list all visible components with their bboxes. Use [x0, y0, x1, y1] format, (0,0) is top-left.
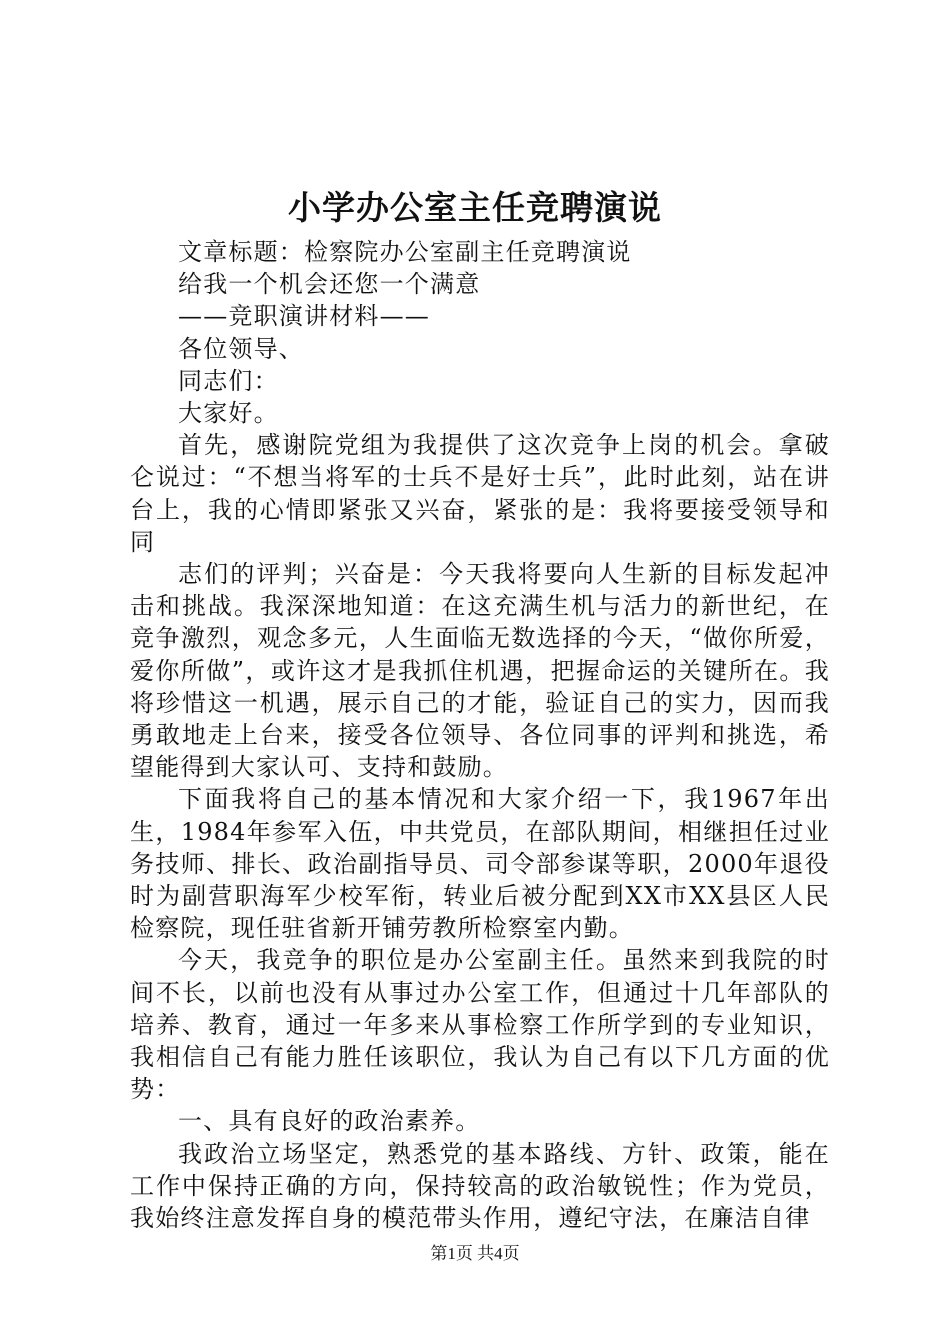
greeting-line: 大家好。 [178, 399, 279, 428]
salutation-comrades: 同志们： [178, 366, 279, 395]
article-title-line: 文章标题：检察院办公室副主任竞聘演说 [178, 238, 632, 266]
paragraph-opening: 首先，感谢院党组为我提供了这次竞争上岗的机会。拿破仑说过：“不想当将军的士兵不是好士兵”，此时此刻，站在讲台上，我的心情即紧张又兴奋，紧张的是：我将要接受领导和同 [130, 431, 830, 556]
paragraph-motivation: 志们的评判；兴奋是：今天我将要向人生新的目标发起冲击和挑战。我深深地知道：在这充满生机与活力的新世纪，在竞争激烈，观念多元，人生面临无数选择的今天，“做你所爱，爱你所做”，或许这才是我抓住机遇，把握命运的关键所在。我将珍惜这一机遇，展示自己的才能，验证自己的实力，因而我勇敢地走上台来，接受各位领导、各位同事的评判和挑选，希望能得到大家认可、支持和鼓励。 [130, 560, 830, 782]
subtitle-line: ——竞职演讲材料—— [178, 302, 430, 331]
paragraph-background: 下面我将自己的基本情况和大家介绍一下，我1967年出生，1984年参军入伍，中共党员，在部队期间，相继担任过业务技师、排长、政治副指导员、司令部参谋等职，2000年退役时为副营职海军少校军衔，转业后被分配到XX市XX县区人民检察院，现任驻省新开铺劳教所检察室内勤。 [130, 785, 830, 943]
document-body [130, 236, 830, 1234]
slogan-line: 给我一个机会还您一个满意 [178, 270, 481, 299]
paragraph-position: 今天，我竞争的职位是办公室副主任。虽然来到我院的时间不长，以前也没有从事过办公室工作，但通过十几年部队的培养、教育，通过一年多来从事检察工作所学到的专业知识，我相信自己有能力胜任该职位，我认为自己有以下几方面的优势： [130, 946, 830, 1104]
section-heading-1: 一、具有良好的政治素养。 [178, 1107, 481, 1136]
document-title: 小学办公室主任竞聘演说 [288, 188, 662, 227]
page-footer: 第1页 共4页 [430, 1244, 520, 1263]
salutation-leaders: 各位领导、 [178, 334, 304, 363]
paragraph-political: 我政治立场坚定，熟悉党的基本路线、方针、政策，能在工作中保持正确的方向，保持较高的政治敏锐性；作为党员，我始终注意发挥自身的模范带头作用，遵纪守法，在廉洁自律 [130, 1139, 830, 1233]
